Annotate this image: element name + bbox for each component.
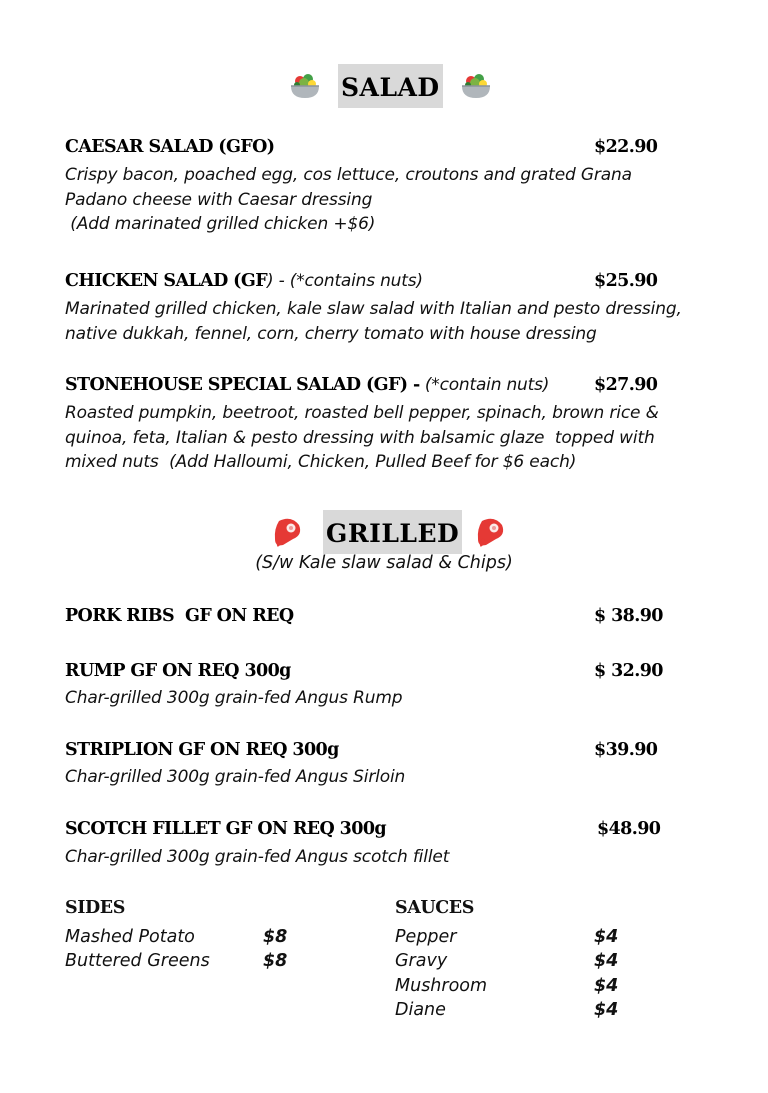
item-price: $48.90 — [597, 819, 661, 839]
item-price: $ 38.90 — [594, 606, 663, 626]
sauce-price: $4 — [594, 951, 619, 971]
side-price: $8 — [263, 927, 288, 947]
item-name: STRIPLION GF ON REQ 300g — [65, 740, 339, 760]
item-description: Roasted pumpkin, beetroot, roasted bell pepper, spinach, brown rice & quinoa, feta, Italian & pesto dressing with balsamic glaze topped with mixed nuts (Add Halloumi, Chicken, Pulled Beef for $6 each) — [65, 403, 659, 472]
item-description: Crispy bacon, poached egg, cos lettuce, croutons and grated Grana Padano cheese with Caesar dressing (Add marinated grilled chicken +$6) — [65, 165, 632, 234]
side-item: Buttered Greens — [65, 951, 210, 971]
menu-item-stonehouse-salad — [65, 375, 590, 395]
item-note: ) - (*contains nuts) — [267, 271, 423, 291]
sauce-price: $4 — [594, 976, 619, 996]
grilled-title: GRILLED — [323, 510, 462, 554]
item-description: Marinated grilled chicken, kale slaw salad with Italian and pesto dressing, native dukkah, fennel, corn, cherry tomato with house dressing — [65, 299, 682, 344]
item-price: $25.90 — [594, 271, 658, 291]
sauce-item: Gravy — [395, 951, 448, 971]
salad-header — [288, 64, 493, 108]
salad-bowl-icon — [288, 69, 322, 103]
item-description: Char-grilled 300g grain-fed Angus scotch fillet — [65, 847, 450, 867]
item-price: $27.90 — [594, 375, 658, 395]
item-name: SCOTCH FILLET GF ON REQ 300g — [65, 819, 387, 839]
grilled-subtitle: (S/w Kale slaw salad & Chips) — [255, 553, 513, 573]
item-price: $39.90 — [594, 740, 658, 760]
sauce-item: Pepper — [395, 927, 457, 947]
salad-title: SALAD — [338, 64, 443, 108]
sides-title: SIDES — [65, 898, 125, 918]
sauce-item: Mushroom — [395, 976, 488, 996]
item-description: Char-grilled 300g grain-fed Angus Rump — [65, 688, 403, 708]
meat-icon — [474, 515, 508, 549]
item-description: Char-grilled 300g grain-fed Angus Sirloin — [65, 767, 406, 787]
sauce-price: $4 — [594, 927, 619, 947]
menu-item-chicken-salad — [65, 271, 625, 291]
grilled-header — [271, 510, 508, 554]
side-price: $8 — [263, 951, 288, 971]
sauce-item: Diane — [395, 1000, 446, 1020]
meat-icon — [271, 515, 305, 549]
item-name: RUMP GF ON REQ 300g — [65, 661, 291, 681]
item-name: CAESAR SALAD (GFO) — [65, 137, 275, 157]
sauce-price: $4 — [594, 1000, 619, 1020]
item-price: $22.90 — [594, 137, 658, 157]
item-name: STONEHOUSE SPECIAL SALAD (GF) - — [65, 375, 420, 395]
salad-bowl-icon — [459, 69, 493, 103]
side-item: Mashed Potato — [65, 927, 195, 947]
item-price: $ 32.90 — [594, 661, 663, 681]
item-note: (*contain nuts) — [419, 375, 550, 395]
item-name: PORK RIBS GF ON REQ — [65, 606, 294, 626]
sauces-title: SAUCES — [395, 898, 474, 918]
item-name: CHICKEN SALAD (GF — [65, 271, 268, 291]
